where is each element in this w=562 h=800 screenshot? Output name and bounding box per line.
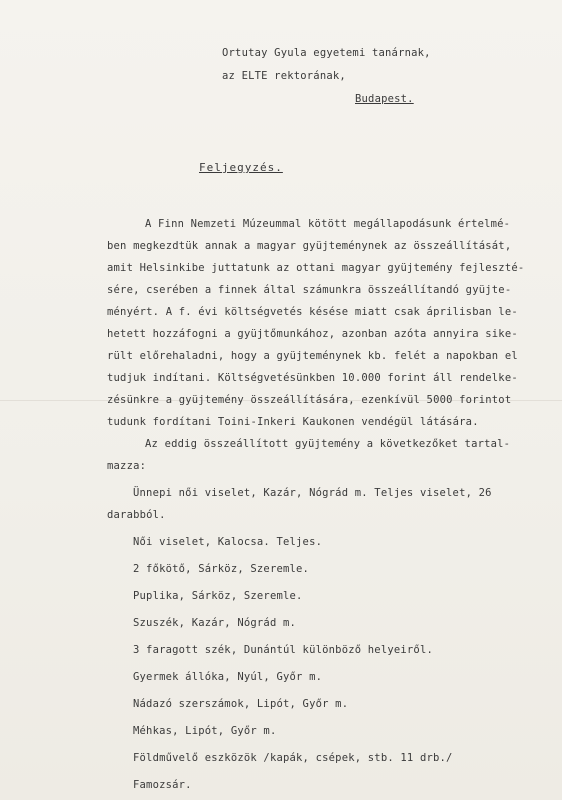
paragraph-1-line: A Finn Nemzeti Múzeummal kötött megállapodásunk értelmé- <box>145 218 511 230</box>
list-intro-line: mazza: <box>107 460 147 472</box>
list-item: Ünnepi női viselet, Kazár, Nógrád m. Teljes viselet, 26 <box>133 487 492 499</box>
address-line-1: Ortutay Gyula egyetemi tanárnak, <box>222 47 431 59</box>
address-line-2: az ELTE rektorának, <box>222 70 346 82</box>
paragraph-1-line: zésünkre a gyüjtemény összeállítására, ezenkívül 5000 forintot <box>107 394 512 406</box>
paragraph-1-line: tudunk fordítani Toini-Inkeri Kaukonen vendégül látására. <box>107 416 479 428</box>
list-item: Földművelő eszközök /kapák, csépek, stb. 11 drb./ <box>133 752 453 764</box>
paragraph-1-line: rült előrehaladni, hogy a gyüjteménynek kb. felét a napokban el <box>107 350 518 362</box>
paragraph-1-line: sére, cserében a finnek által számunkra összeállítandó gyüjte- <box>107 284 512 296</box>
list-intro-line: Az eddig összeállított gyüjtemény a következőket tartal- <box>145 438 511 450</box>
paragraph-1-line: amit Helsinkibe juttatunk az ottani magyar gyüjtemény fejleszté- <box>107 262 525 274</box>
list-item: 3 faragott szék, Dunántúl különböző helyeiről. <box>133 644 433 656</box>
list-item: Méhkas, Lipót, Győr m. <box>133 725 277 737</box>
list-item: Famozsár. <box>133 779 192 791</box>
document-heading: Feljegyzés. <box>199 161 283 174</box>
address-city: Budapest. <box>355 93 414 105</box>
paragraph-1-line: ményért. A f. évi költségvetés késése miatt csak áprilisban le- <box>107 306 518 318</box>
list-item: darabból. <box>107 509 166 521</box>
list-item: Női viselet, Kalocsa. Teljes. <box>133 536 323 548</box>
list-item: 2 főkötő, Sárköz, Szeremle. <box>133 563 310 575</box>
list-item: Szuszék, Kazár, Nógrád m. <box>133 617 297 629</box>
paragraph-1-line: hetett hozzáfogni a gyüjtőmunkához, azonban azóta annyira sike- <box>107 328 518 340</box>
paragraph-1-line: ben megkezdtük annak a magyar gyüjteménynek az összeállítását, <box>107 240 512 252</box>
list-item: Gyermek állóka, Nyúl, Győr m. <box>133 671 323 683</box>
list-item: Nádazó szerszámok, Lipót, Győr m. <box>133 698 349 710</box>
paragraph-1-line: tudjuk indítani. Költségvetésünkben 10.000 forint áll rendelke- <box>107 372 518 384</box>
list-item: Puplika, Sárköz, Szeremle. <box>133 590 303 602</box>
